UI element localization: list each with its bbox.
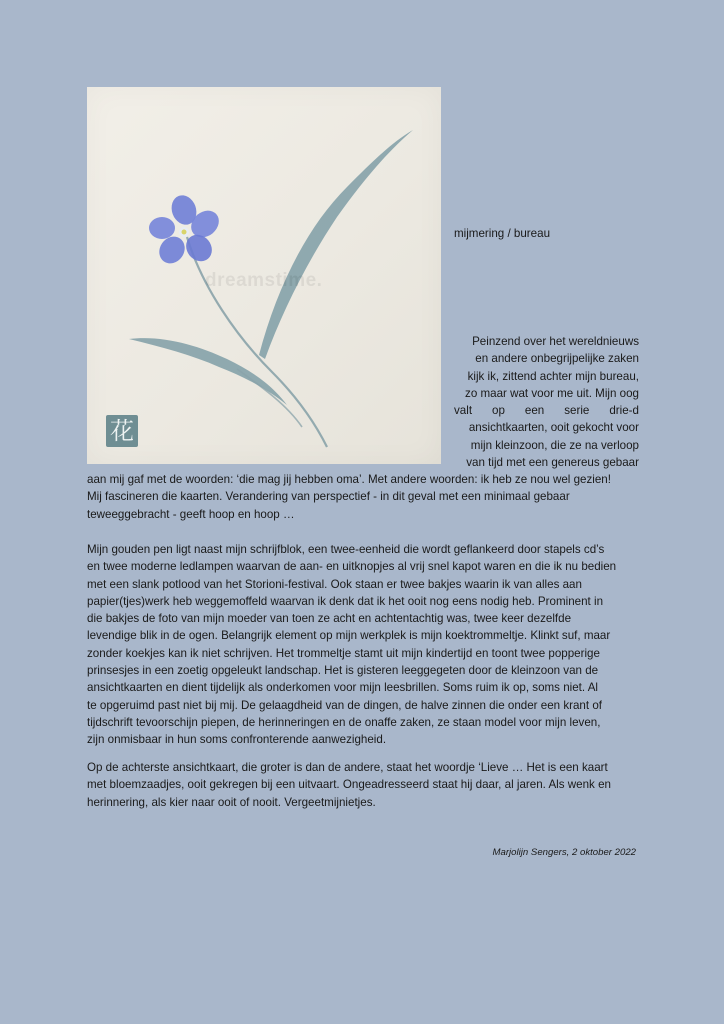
text-line: papier(tjes)werk heb weggemoffeld waarvan ik denk dat ik het ooit nog eens nodig heb. Prominent in xyxy=(87,594,604,608)
watermark-text: dreamstime. xyxy=(205,270,323,291)
text-line: zijn onmisbaar in hun soms confronterende aanwezigheid. xyxy=(87,733,387,747)
text-line: Peinzend over het wereldnieuws xyxy=(472,335,639,348)
text-line: en twee moderne ledlampen waarvan de aan- en uitknopjes al vrij snel kapot waren en die ik nu bedien xyxy=(87,560,617,574)
text-line: van tijd met een genereus gebaar xyxy=(466,456,639,470)
text-line: en andere onbegrijpelijke zaken xyxy=(475,352,639,366)
text-line: aan mij gaf met de woorden: ‘die mag jij hebben oma’. Met andere woorden: ik heb ze nou wel gezien! xyxy=(87,473,611,486)
text-line: valt op een serie drie-d xyxy=(454,404,639,418)
text-line: mijn kleinzoon, die ze na verloop xyxy=(470,438,639,452)
paragraph-1-continuation xyxy=(87,471,639,523)
seal-stamp-icon: 花 xyxy=(106,415,138,447)
text-line: zo maar wat voor me uit. Mijn oog xyxy=(465,386,639,400)
text-line: die bakjes de foto van mijn moeder van toen ze acht en achtentachtig was, twee keer dezelfde xyxy=(87,612,572,626)
flower-illustration xyxy=(87,87,441,464)
text-line: ansichtkaarten en dient tijdelijk als onderkomen voor mijn leesbrillen. Soms ruim ik op, soms niet. Al xyxy=(87,681,599,695)
text-line: Mij fascineren die kaarten. Verandering van perspectief - in dit geval met een minimaal gebaar xyxy=(87,490,570,504)
text-line: teweeggebracht - geeft hoop en hoop … xyxy=(87,507,295,521)
text-line: met een slank potlood van het Storioni-festival. Ook staan er twee bakjes waarin ik van alles aan xyxy=(87,577,582,591)
text-line: Mijn gouden pen ligt naast mijn schrijfblok, een twee-eenheid die wordt geflankeerd door stapels cd’s xyxy=(87,543,605,556)
side-paragraph xyxy=(454,333,639,471)
text-line: te opgeruimd past niet bij mij. De gelaagdheid van de dingen, de halve zinnen die onder een krant of xyxy=(87,698,602,712)
text-line: met bloemzaadjes, ooit gekregen bij een uitvaart. Ongeadresseerd staat hij daar, al jaren. Als wenk en xyxy=(87,778,611,792)
text-line: zonder koekjes kan ik niet schrijven. Het trommeltje stamt uit mijn kindertijd en toont twee popperige xyxy=(87,646,600,660)
article-heading: mijmering / bureau xyxy=(454,227,551,240)
text-line: prinsesjes in een zoetig opgeleukt landschap. Het is gisteren leeggegeten door de kleinzoon van de xyxy=(87,664,599,678)
text-line: kijk ik, zittend achter mijn bureau, xyxy=(467,369,639,383)
author-signature: Marjolijn Sengers, 2 oktober 2022 xyxy=(492,847,636,858)
text-line: levendige blik in de ogen. Belangrijk element op mijn werkplek is mijn koektrommeltje. Klinkt suf, maar xyxy=(87,629,611,643)
text-line: herinnering, als kier naar ooit of nooit. Vergeetmijnietjes. xyxy=(87,795,376,809)
paragraph-3 xyxy=(87,759,639,811)
text-line: tijdschrift tevoorschijn piepen, de herinneringen en de onaffe zaken, ze staan model voor mijn leven, xyxy=(87,715,601,729)
paragraph-2 xyxy=(87,541,639,749)
text-line: Op de achterste ansichtkaart, die groter is dan de andere, staat het woordje ‘Lieve … Het is een kaart xyxy=(87,761,608,774)
text-line: ansichtkaarten, ooit gekocht voor xyxy=(468,421,639,435)
